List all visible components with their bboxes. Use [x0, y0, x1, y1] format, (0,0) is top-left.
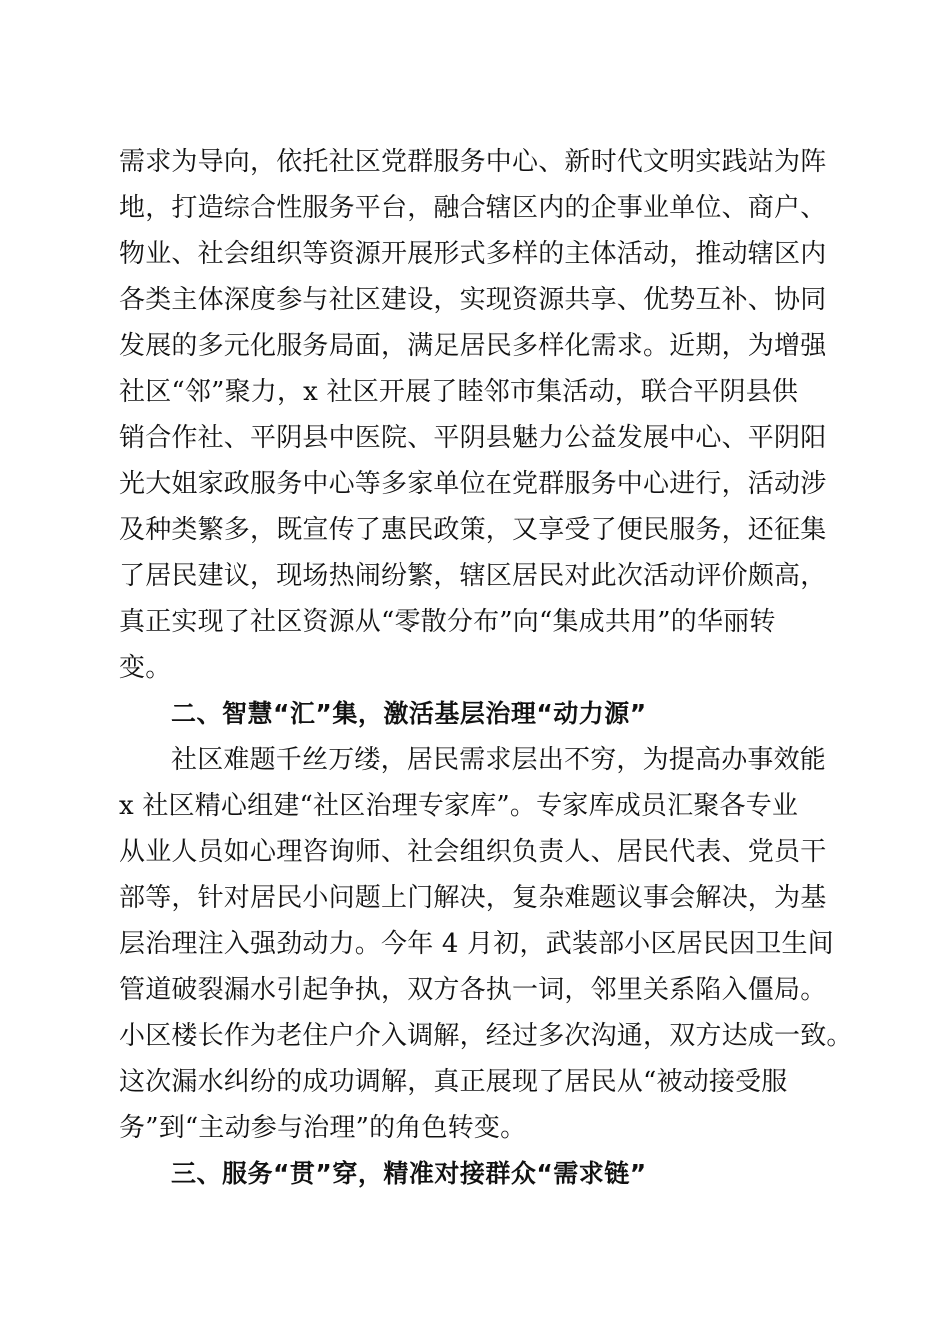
paragraph-line: 层治理注入强劲动力。今年 4 月初，武装部小区居民因卫生间	[119, 929, 834, 959]
paragraph-line: 社区难题千丝万缕，居民需求层出不穷，为提高办事效能	[171, 745, 827, 775]
paragraph-line: 真正实现了社区资源从“零散分布”向“集成共用”的华丽转	[119, 607, 776, 637]
paragraph-line: x 社区精心组建“社区治理专家库”。专家库成员汇聚各专业	[119, 791, 799, 821]
paragraph-line: 光大姐家政服务中心等多家单位在党群服务中心进行，活动涉	[119, 469, 827, 499]
paragraph-line: 务”到“主动参与治理”的角色转变。	[119, 1113, 527, 1143]
paragraph-line: 部等，针对居民小问题上门解决，复杂难题议事会解决，为基	[119, 883, 827, 913]
paragraph-line: 销合作社、平阴县中医院、平阴县魅力公益发展中心、平阴阳	[119, 423, 827, 453]
paragraph-line: 各类主体深度参与社区建设，实现资源共享、优势互补、协同	[119, 285, 827, 315]
paragraph-line: 从业人员如心理咨询师、社会组织负责人、居民代表、党员干	[119, 837, 827, 867]
paragraph-line: 地，打造综合性服务平台，融合辖区内的企事业单位、商户、	[119, 193, 827, 223]
paragraph-line: 了居民建议，现场热闹纷繁，辖区居民对此次活动评价颇高，	[119, 561, 827, 591]
paragraph-line: 变。	[119, 653, 172, 683]
section-heading-3: 三、服务“贯”穿，精准对接群众“需求链”	[171, 1159, 647, 1188]
paragraph-line: 需求为导向，依托社区党群服务中心、新时代文明实践站为阵	[119, 147, 827, 177]
paragraph-line: 社区“邻”聚力，x 社区开展了睦邻市集活动，联合平阴县供	[119, 377, 799, 407]
paragraph-line: 发展的多元化服务局面，满足居民多样化需求。近期，为增强	[119, 331, 827, 361]
paragraph-line: 物业、社会组织等资源开展形式多样的主体活动，推动辖区内	[119, 239, 827, 269]
paragraph-line: 管道破裂漏水引起争执，双方各执一词，邻里关系陷入僵局。	[119, 975, 827, 1005]
paragraph-line: 这次漏水纠纷的成功调解，真正展现了居民从“被动接受服	[119, 1067, 788, 1097]
paragraph-line: 及种类繁多，既宣传了惠民政策，又享受了便民服务，还征集	[119, 515, 827, 545]
paragraph-line: 小区楼长作为老住户介入调解，经过多次沟通，双方达成一致。	[119, 1021, 853, 1051]
section-heading-2: 二、智慧“汇”集，激活基层治理“动力源”	[171, 699, 647, 728]
